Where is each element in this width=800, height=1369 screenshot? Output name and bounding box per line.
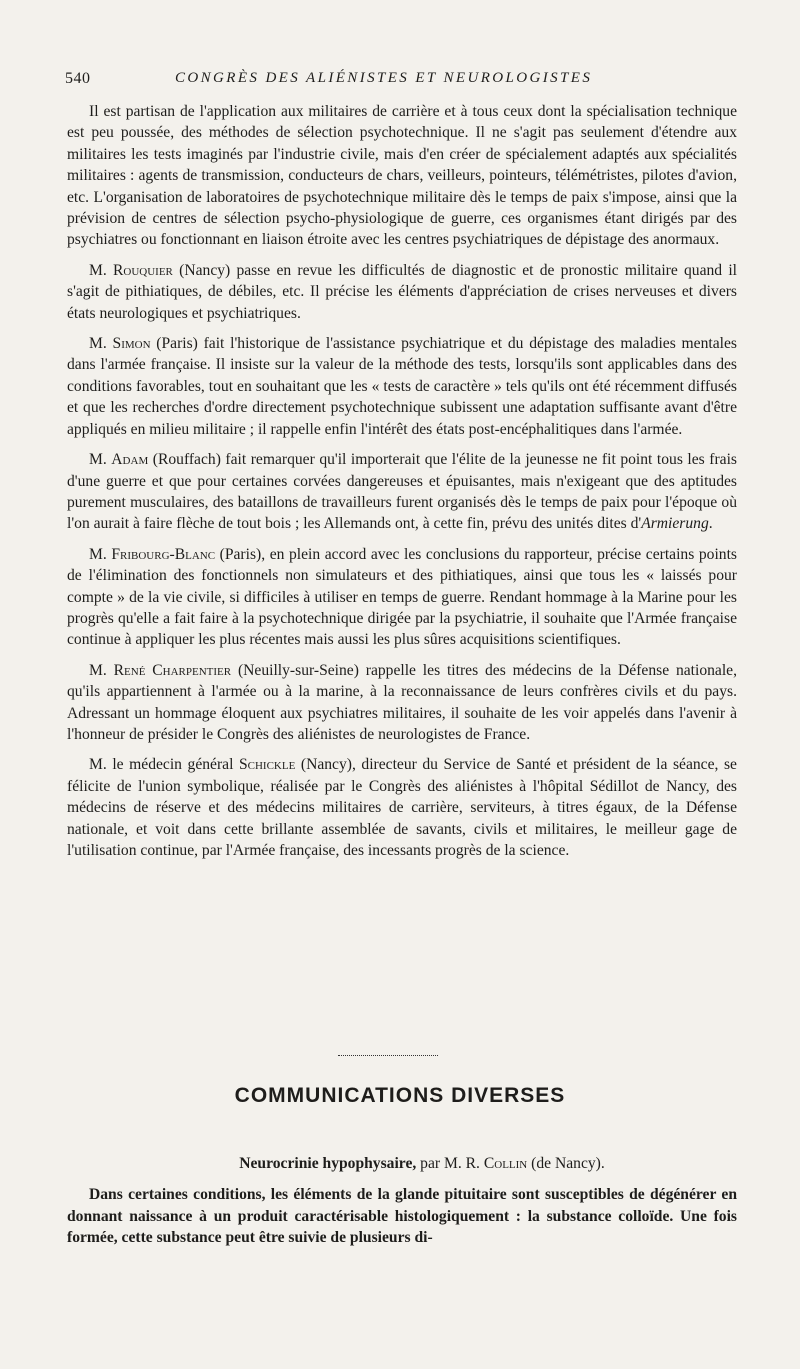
- communication-title: Neurocrinie hypophysaire,: [239, 1155, 417, 1172]
- speaker-name: Simon: [112, 335, 151, 353]
- paragraph-6: [67, 660, 737, 746]
- speaker-prefix: M. le médecin général: [89, 756, 234, 774]
- speaker-name: René Charpentier: [113, 661, 232, 679]
- communication-header: [107, 1153, 737, 1174]
- paragraph-text: (Paris), en plein accord avec les conclusions du rapporteur, précise certains points de l'élimination des fonctionnels non simulateurs et des pithiatiques, ainsi que tous les « laissés pour compte » de la vie civile, si difficiles à utiliser en temps de guerre. Rendant hommage à la Marine pour les progrès qu'elle a fait faire à la psychotechnique dirigée par la psychiatrie, il souhaite que l'Armée française continue à appliquer les plus récentes mais aussi les plus sûres acquisitions scientifiques.: [67, 545, 737, 649]
- paragraph-text: (Paris) fait l'historique de l'assistance psychiatrique et du dépistage des maladies mentales dans l'armée française. Il insiste sur la valeur de la méthode des tests, lorsqu'ils sont applicables dans des conditions favorables, tout en souhaitant que les « tests de caractère » tels qu'ils ont été récemment diffusés et que les recherches d'ordre directement psychotechnique subissent une adaptation suffisante avant d'être appliqués en milieu militaire ; il rappelle enfin l'intérêt des états post-encéphalitiques dans l'armée.: [67, 335, 737, 438]
- emphasis-term: Armierung: [641, 515, 709, 533]
- running-title: CONGRÈS DES ALIÉNISTES ET NEUROLOGISTES: [175, 70, 593, 86]
- paragraph-text: Il est partisan de l'application aux militaires de carrière et à tous ceux dont la spécialisation technique est peu poussée, des méthodes de sélection psychotechnique. Il ne s'agit pas seulement d'étendre aux militaires les tests imaginés par l'industrie civile, mais d'en créer de spécialement adaptés aux spécialités militaires : agents de transmission, conducteurs de chars, veilleurs, pointeurs, télémétristes, pilotes d'avion, etc. L'organisation de laboratoires de psychotechnique militaire dès le temps de paix s'impose, ainsi que la prévision de centres de sélection psycho-physiologique de guerre, ces organismes étant dirigés par des psychiatres ou fonctionnant en liaison étroite avec les centres psychiatriques de dépistage des anormaux.: [67, 103, 737, 249]
- paragraph-4: [67, 449, 737, 535]
- paragraph-text: (Nancy) passe en revue les difficultés de diagnostic et de pronostic militaire quand il s'agit de pithiatiques, de débiles, etc. Il précise les éléments d'appréciation de crises nerveuses et divers états neurologiques et psychiatriques.: [67, 261, 737, 322]
- paragraph-text: (Neuilly-sur-Seine) rappelle les titres des médecins de la Défense nationale, qu'ils appartiennent à l'armée ou à la marine, à la reconnaissance de leurs confrères civils et du pays. Adressant un hommage éloquent aux psychiatres militaires, il souhaite de les voir appelés dans l'avenir à l'honneur de présider le Congrès des aliénistes de neurologistes de France.: [67, 661, 738, 743]
- paragraph-suffix: .: [708, 515, 713, 533]
- speaker-prefix: M.: [89, 451, 107, 469]
- paragraph-1: [67, 101, 737, 251]
- running-head: [65, 70, 737, 92]
- speaker-name: Rouquier: [113, 261, 173, 279]
- speaker-prefix: M.: [89, 335, 107, 353]
- speaker-name: Fribourg-Blanc: [111, 545, 216, 563]
- speaker-name: Adam: [111, 451, 149, 469]
- communication-affiliation: (de Nancy).: [531, 1155, 605, 1172]
- communication: [67, 1153, 737, 1249]
- paragraph-7: [67, 754, 737, 861]
- speaker-prefix: M.: [89, 261, 107, 279]
- speaker-prefix: M.: [89, 545, 107, 563]
- paragraph-5: [67, 544, 737, 651]
- paragraph-2: [67, 260, 737, 324]
- paragraph-3: [67, 333, 737, 440]
- communication-text: Dans certaines conditions, les éléments de la glande pituitaire sont susceptibles de dégénérer en donnant naissance à un produit caractérisable histologiquement : la substance colloïde. Une fois formée, cette substance peut être suivie de plusieurs di-: [67, 1186, 737, 1247]
- page-number: 540: [65, 70, 91, 87]
- speaker-name: Schickle: [238, 756, 296, 774]
- paragraph-text: (Rouffach) fait remarquer qu'il importerait que l'élite de la jeunesse ne fit point tous les frais d'une guerre et que pour certaines corvées dangereuses et épuisantes, mais n'exigeant que des aptitudes purement musculaires, des bataillons de travailleurs furent organisés dès le temps de paix pour l'époque où l'on aurait à faire flèche de tout bois ; les Allemands ont, à cette fin, prévu des unités dites d': [67, 451, 737, 533]
- paragraph-text: (Nancy), directeur du Service de Santé et président de la séance, se félicite de l'union symbolique, réalisée par le Congrès des aliénistes à l'hôpital Sédillot de Nancy, des médecins de réserve et des médecins militaires de carrière, serviteurs, à titres égaux, de la Défense nationale, et voit dans cette brillante assemblée de savants, civils et militaires, le meilleur gage de l'utilisation continue, par l'Armée française, des incessants progrès de la science.: [67, 756, 737, 859]
- section-heading: COMMUNICATIONS DIVERSES: [234, 1084, 566, 1107]
- speaker-prefix: M.: [89, 661, 107, 679]
- communication-byline: par M. R.: [420, 1155, 480, 1172]
- body-text: [67, 101, 737, 870]
- communication-author: Collin: [483, 1155, 528, 1172]
- section-divider: [338, 1055, 438, 1056]
